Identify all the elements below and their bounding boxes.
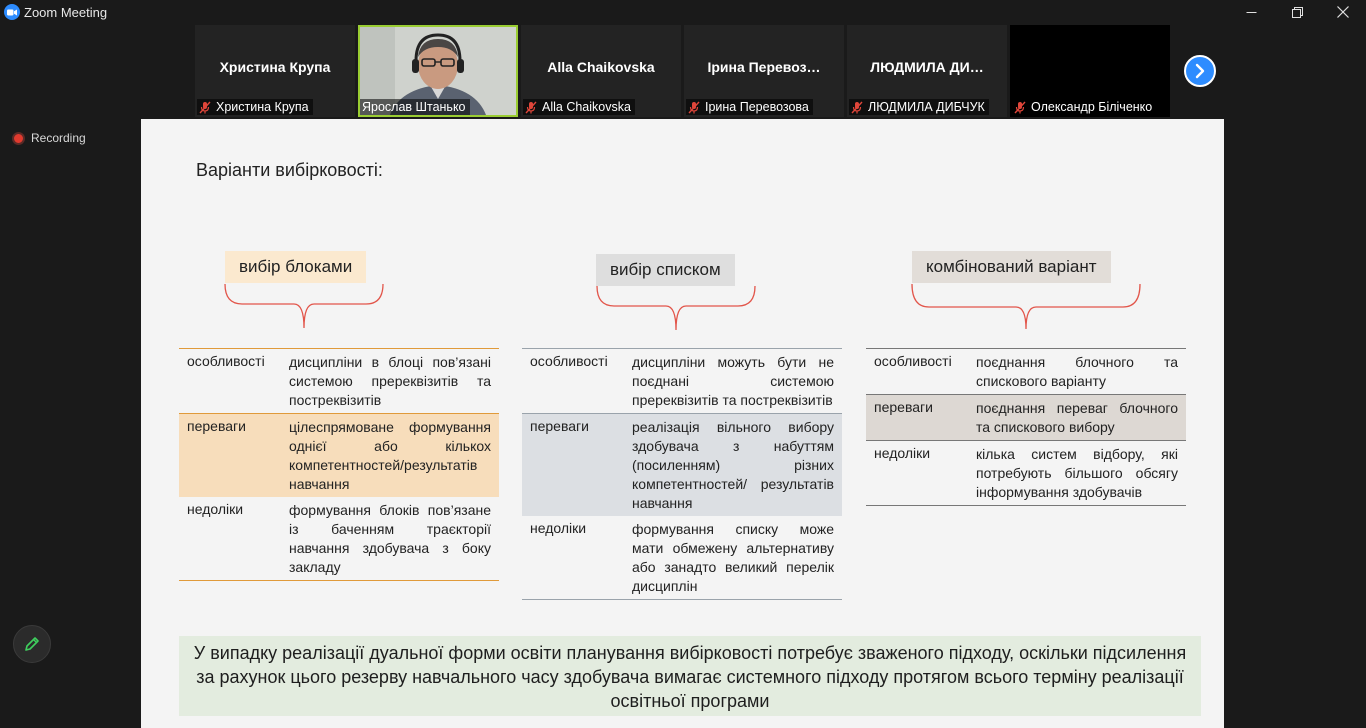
participant-display-name: Христина Крупа (219, 59, 331, 75)
zoom-app-icon (4, 4, 20, 20)
window-title: Zoom Meeting (24, 4, 108, 20)
row-value: формування списку може мати обмежену альтернативу або занадто великий перелік дисциплін (632, 521, 834, 594)
comparison-table-blocks (179, 348, 499, 581)
slide-note: У випадку реалізації дуальної форми освіти планування вибірковості потребує зваженого підходу, оскільки підсилення за рахунок цього резерву навчального часу здобувача вимагає системного підходу протягом всього терміну реалізації освітньої програми (179, 636, 1201, 716)
minimize-button[interactable] (1228, 0, 1274, 24)
column-heading: вибір блоками (225, 251, 366, 283)
table-row (179, 497, 499, 580)
participant-tile[interactable] (1010, 25, 1170, 117)
participant-name-tag (197, 99, 313, 115)
recording-dot-icon (12, 132, 25, 145)
row-key: переваги (530, 418, 589, 434)
participant-name-tag (360, 99, 470, 115)
restore-icon (1292, 7, 1303, 18)
mic-muted-icon (851, 101, 863, 114)
brace-icon (911, 283, 1141, 331)
table-row (866, 441, 1186, 505)
column-heading: вибір списком (596, 254, 735, 286)
participant-tile[interactable] (684, 25, 844, 117)
window-controls (1228, 0, 1366, 24)
participant-name-tag (1012, 99, 1156, 115)
comparison-table-list (522, 348, 842, 600)
participant-display-name: Alla Chaikovska (547, 59, 655, 75)
table-row (522, 516, 842, 599)
table-row (866, 349, 1186, 394)
participant-label: Ярослав Штанько (362, 100, 466, 114)
row-key: недоліки (187, 501, 244, 517)
row-value: цілеспрямоване формування однієї або кількох компетентностей/результатів навчання (289, 419, 491, 492)
participant-tile-active-speaker[interactable] (358, 25, 518, 117)
participant-gallery (195, 25, 1173, 117)
minimize-icon (1246, 7, 1257, 18)
row-value: поєднання переваг блочного та спискового вибору (976, 400, 1178, 435)
participant-name-tag (686, 99, 813, 115)
close-button[interactable] (1320, 0, 1366, 24)
row-key: переваги (187, 418, 246, 434)
comparison-table-combined (866, 348, 1186, 506)
row-value: поєднання блочного та спискового варіанту (976, 354, 1178, 389)
row-value: дисципліни можуть бути не поєднані системою пререквізитів та постреквізитів (632, 354, 834, 408)
row-value: формування блоків пов’язане із баченням траєкторії навчання здобувача з боку закладу (289, 502, 491, 575)
recording-label: Recording (31, 131, 86, 145)
column-heading: комбінований варіант (912, 251, 1111, 283)
row-value: реалізація вільного вибору здобувача з набуттям (посиленням) різних компетентностей/ результатів навчання (632, 419, 834, 511)
pencil-icon (23, 635, 41, 653)
participant-tile[interactable] (195, 25, 355, 117)
shared-screen-slide (141, 119, 1224, 728)
row-value: кілька систем відбору, які потребують більшого обсягу інформування здобувачів (976, 446, 1178, 500)
participant-name-tag (849, 99, 989, 115)
mic-muted-icon (688, 101, 700, 114)
row-key: недоліки (530, 520, 587, 536)
table-row (522, 413, 842, 516)
annotate-button[interactable] (13, 625, 51, 663)
participant-name-tag (523, 99, 635, 115)
participant-label: Олександр Біліченко (1031, 100, 1153, 114)
title-bar (0, 0, 1366, 24)
brace-icon (224, 283, 384, 331)
table-row (179, 349, 499, 413)
row-key: особливості (530, 353, 608, 369)
recording-indicator[interactable] (12, 131, 86, 145)
participant-tile[interactable] (521, 25, 681, 117)
participant-display-name: Ірина Перевоз… (707, 59, 821, 75)
participant-label: Ірина Перевозова (705, 100, 809, 114)
mic-muted-icon (1014, 101, 1026, 114)
table-row (522, 349, 842, 413)
row-key: переваги (874, 399, 933, 415)
gallery-next-page-button[interactable] (1184, 55, 1216, 87)
mic-muted-icon (199, 101, 211, 114)
row-key: недоліки (874, 445, 931, 461)
row-key: особливості (874, 353, 952, 369)
brace-icon (596, 285, 756, 333)
table-row (866, 394, 1186, 441)
participant-tile[interactable] (847, 25, 1007, 117)
table-row (179, 413, 499, 497)
row-key: особливості (187, 353, 265, 369)
close-icon (1337, 6, 1349, 18)
participant-label: Христина Крупа (216, 100, 309, 114)
participant-label: Alla Chaikovska (542, 100, 631, 114)
restore-button[interactable] (1274, 0, 1320, 24)
participant-label: ЛЮДМИЛА ДИБЧУК (868, 100, 985, 114)
slide-title: Варіанти вибірковості: (196, 160, 383, 180)
participant-display-name: ЛЮДМИЛА ДИ… (870, 59, 984, 75)
chevron-right-icon (1194, 63, 1206, 79)
mic-muted-icon (525, 101, 537, 114)
row-value: дисципліни в блоці пов’язані системою пререквізитів та постреквізитів (289, 354, 491, 408)
